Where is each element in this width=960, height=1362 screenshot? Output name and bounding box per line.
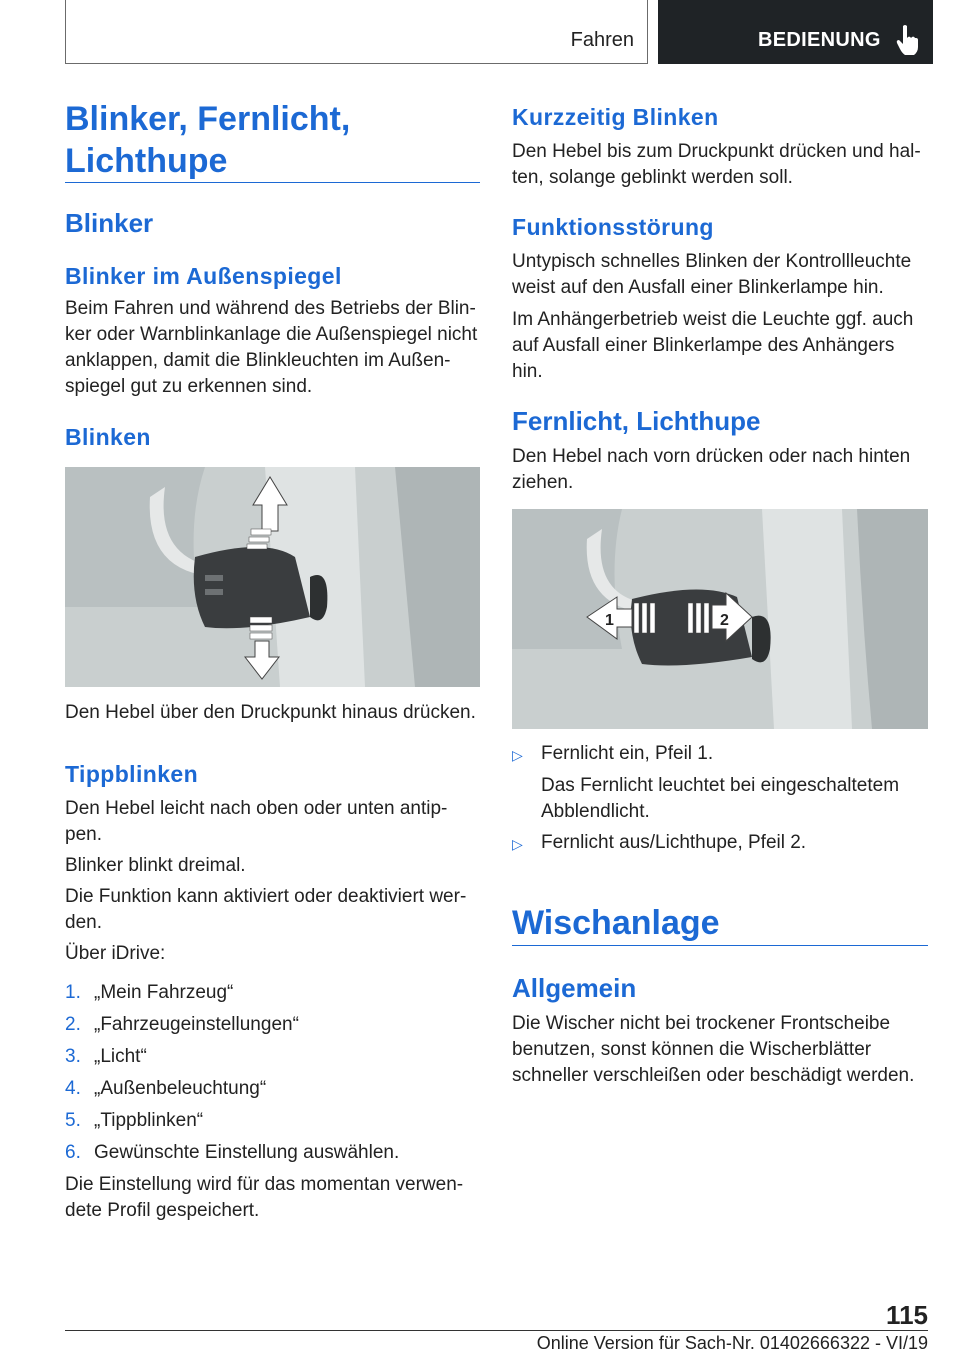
wisch-rule [512,945,928,946]
heading-funktionsstoerung: Funktionsstörung [512,214,714,240]
list-text: „Außenbeleuchtung“ [94,1078,267,1099]
figure2-label-2: 2 [720,612,729,629]
allg-line-1: Die Wischer nicht bei trockener Frontscheibe [512,1013,891,1034]
list-number: 6. [65,1142,81,1163]
heading-wischanlage: Wischanlage [512,904,720,942]
list-text: „Fahrzeugeinstellungen“ [94,1014,299,1035]
bullet-text: Fernlicht aus/Lichthupe, Pfeil 2. [541,832,807,853]
tipp-p2: Blinker blinkt dreimal. [65,855,246,876]
stoer-p2-line-2: auf Ausfall einer Blinkerlampe des Anhängers [512,335,895,356]
heading-fernlicht: Fernlicht, Lichthupe [512,406,761,436]
bullet-triangle-icon: ▷ [512,836,523,852]
tipp-line-1: Den Hebel leicht nach oben oder unten antip- [65,798,448,819]
list-number: 3. [65,1046,81,1067]
allg-line-3: schneller verschleißen oder beschädigt werden. [512,1065,915,1086]
chapter-tab [65,0,648,64]
mirror-line-1: Beim Fahren und während des Betriebs der Blin- [65,298,476,319]
tipp-p3-line-1: Die Funktion kann aktiviert oder deaktiviert wer- [65,886,467,907]
kurz-line-2: ten, solange geblinkt werden soll. [512,167,793,188]
list-text: „Tippblinken“ [94,1110,204,1131]
bullet-text: Fernlicht ein, Pfeil 1. [541,743,714,764]
heading-blinken: Blinken [65,424,151,450]
page-number: 115 [886,1300,928,1330]
allg-line-2: benutzen, sonst können die Wischerblätter [512,1039,872,1060]
list-number: 2. [65,1014,81,1035]
page-title-line1: Blinker, Fernlicht, [65,100,351,138]
pointing-hand-icon [896,24,920,56]
tipp-line-2: pen. [65,824,102,845]
mirror-line-3: anklappen, damit die Blinkleuchten im Außen- [65,350,451,371]
list-number: 4. [65,1078,81,1099]
final-line-2: dete Profil gespeichert. [65,1200,260,1221]
final-line-1: Die Einstellung wird für das momentan verwen- [65,1174,464,1195]
heading-blinker-mirror: Blinker im Außenspiegel [65,263,342,289]
bullet-triangle-icon: ▷ [512,747,523,763]
list-text: Gewünschte Einstellung auswählen. [94,1142,400,1163]
stoer-p2-line-3: hin. [512,361,543,382]
bullet1-sub-line-2: Abblendlicht. [541,801,650,822]
stoer-p1-line-1: Untypisch schnelles Blinken der Kontrollleuchte [512,251,912,272]
tipp-p3-line-2: den. [65,912,102,933]
mirror-line-4: spiegel gut zu erkennen sind. [65,376,313,397]
list-text: „Licht“ [94,1046,147,1067]
kurz-line-1: Den Hebel bis zum Druckpunkt drücken und hal- [512,141,921,162]
online-version-text: Online Version für Sach-Nr. 01402666322 - VI/19 [536,1333,928,1353]
heading-tippblinken: Tippblinken [65,761,199,787]
list-text: „Mein Fahrzeug“ [94,982,234,1003]
title-rule [65,182,480,183]
heading-allgemein: Allgemein [512,973,637,1003]
chapter-label: Fahren [570,29,634,51]
figure2-label-1: 1 [605,612,614,629]
mirror-line-2: ker oder Warnblinkanlage die Außenspiegel nicht [65,324,478,345]
list-number: 5. [65,1110,81,1131]
heading-blinker: Blinker [65,208,154,238]
figure1-caption: Den Hebel über den Druckpunkt hinaus drücken. [65,702,476,723]
figure-high-beam-lever [512,509,928,729]
stoer-p2-line-1: Im Anhängerbetrieb weist die Leuchte ggf. auch [512,309,914,330]
fern-line-1: Den Hebel nach vorn drücken oder nach hinten [512,446,911,467]
figure-turn-signal-lever [65,467,480,687]
list-number: 1. [65,982,81,1003]
page-title-line2: Lichthupe [65,142,228,180]
heading-kurzzeitig: Kurzzeitig Blinken [512,104,719,130]
tipp-p4: Über iDrive: [65,943,166,964]
footer-rule [65,1330,928,1331]
fern-line-2: ziehen. [512,472,574,493]
stoer-p1-line-2: weist auf den Ausfall einer Blinkerlampe hin. [512,277,884,298]
bullet1-sub-line-1: Das Fernlicht leuchtet bei eingeschaltetem [541,775,900,796]
section-label: BEDIENUNG [758,29,881,51]
section-tab [658,0,933,64]
